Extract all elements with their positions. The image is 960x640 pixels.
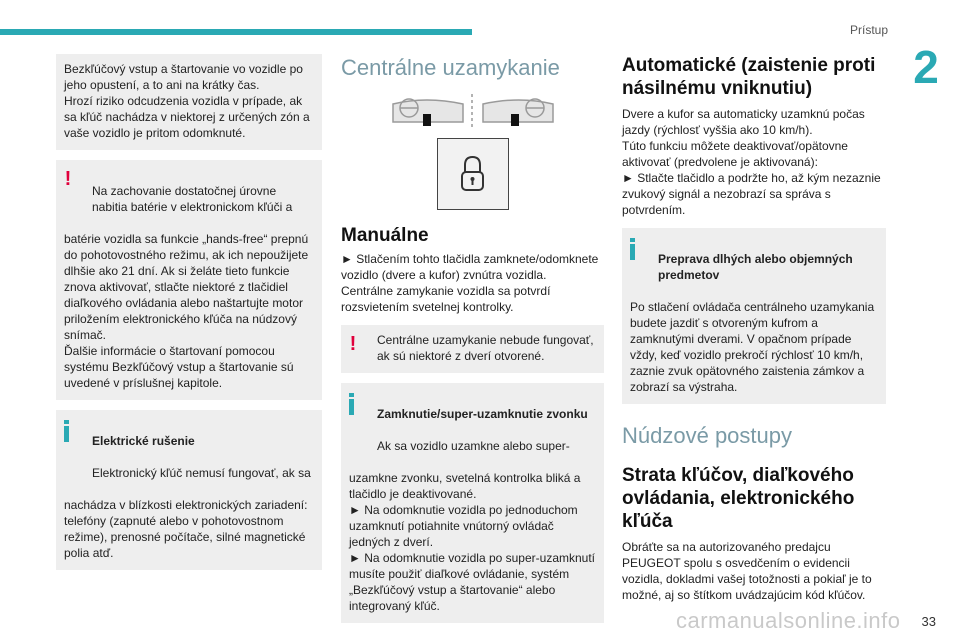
lost-keys-text: Obráťte sa na autorizovaného predajcu PEUGEOT spolu s osvedčením o evidencii vozidla, dokladmi vašej totožnosti a pokiaľ je to možné, aj so štítkom uvádzajúcim kód kľúčov. (622, 540, 872, 602)
info-interference-title: Elektrické rušenie (92, 434, 195, 448)
info-long-objects-text: Po stlačení ovládača centrálneho uzamykania budete jazdiť s otvoreným kufrom a zamknutými dverami. V opačnom prípade vždy, keď vozidlo prekročí rýchlosť 10 km/h, zaznie zvuk opätovného zaistenia zámkov a zobrazí sa výstraha. (630, 300, 875, 394)
padlock-icon (438, 139, 507, 208)
chapter-number: 2 (913, 41, 939, 93)
info-exterior-first-line: Ak sa vozidlo uzamkne alebo super- (377, 439, 570, 453)
info-exterior-text: uzamkne zvonku, svetelná kontrolka bliká a tlačidlo je deaktivované. ► Na odomknutie vozidla po jednoduchom uzamknutí potiahnite vnútorný ovládač jedných z dverí. ► Na odomknutie vozidla po super-uzamknutí musíte použiť diaľkové ovládanie, systém „Bezkľúčový vstup a štartovanie“ alebo integrovaný kľúč. (349, 471, 595, 613)
info-icon (627, 238, 637, 260)
note-box-keyless (56, 54, 322, 150)
heading-central-locking: Centrálne uzamykanie (341, 55, 560, 80)
subheading-lost-keys: Strata kľúčov, diaľkového ovládania, elektronického kľúča (622, 465, 855, 532)
heading-emergency: Núdzové postupy (622, 423, 792, 448)
warning-box-standby (56, 160, 322, 400)
info-interference-text: nachádza v blízkosti elektronických zariadení: telefóny (zapnuté alebo v pohotovostnom režime), prenosné počítače, silné magnetické polia atď. (64, 498, 308, 560)
subheading-manual: Manuálne (341, 225, 429, 246)
warning-standby-text: batérie vozidla sa funkcie „hands-free“ prepnú do pohotovostného režimu, ak ich nepoužijete dlhšie ako 21 dní. Ak si želáte tieto funkcie znova aktivovať, stlačte niektoré z tlačidiel diaľkového ovládania alebo naštartujte motor priložením elektronického kľúča na núdzový snímač. Ďalšie informácie o štartovaní pomocou systému Bezkľúčový vstup a štartovanie sú uvedené v príslušnej kapitole. (64, 232, 309, 390)
info-box-interference (56, 410, 322, 570)
warning-icon: ! (349, 333, 357, 355)
info-interference-first-line: Elektronický kľúč nemusí fungovať, ak sa (92, 466, 311, 480)
automatic-text: Dvere a kufor sa automaticky uzamknú počas jazdy (rýchlosť vyššia ako 10 km/h). Túto funkciu môžete deaktivovať/opätovne aktivovať (predvolene je aktivovaná): ► Stlačte tlačidlo a podržte ho, až kým nezaznie zvukový signál a nezobrazí sa správa s potvrdením. (622, 107, 881, 217)
info-box-long-objects (622, 228, 886, 404)
central-lock-button (437, 138, 509, 210)
dashboard-locations-icon (341, 92, 604, 132)
lock-button-illustration (341, 138, 604, 218)
info-long-objects-title: Preprava dlhých alebo objemných predmetov (658, 252, 853, 282)
info-exterior-title: Zamknutie/super-uzamknutie zvonku (377, 407, 588, 421)
dashboard-illustration (341, 92, 604, 132)
warning-doors-open-text: Centrálne uzamykanie nebude fungovať, ak sú niektoré z dverí otvorené. (377, 333, 594, 363)
watermark: carmanualsonline.info (676, 608, 901, 633)
header-accent-bar (0, 29, 472, 35)
warning-icon: ! (64, 168, 72, 190)
column-left (56, 54, 322, 580)
page-number: 33 (921, 614, 936, 629)
column-right (622, 54, 886, 603)
warning-standby-first-line: Na zachovanie dostatočnej úrovne nabitia batérie v elektronickom kľúči a (92, 184, 293, 214)
heading-automatic: Automatické (zaistenie proti násilnému vniknutiu) (622, 55, 876, 99)
warning-box-doors-open (341, 325, 604, 373)
column-middle (341, 54, 604, 633)
manual-text: ► Stlačením tohto tlačidla zamknete/odomknete vozidlo (dvere a kufor) zvnútra vozidla. Centrálne zamykanie vozidla sa potvrdí rozsvietením svetelnej kontrolky. (341, 252, 599, 314)
info-icon (346, 393, 356, 415)
info-icon (61, 420, 71, 442)
info-box-exterior-locking (341, 383, 604, 623)
section-title: Prístup (849, 23, 888, 37)
note-keyless-text: Bezkľúčový vstup a štartovanie vo vozidle po jeho opustení, a to ani na krátky čas. Hrozí riziko odcudzenia vozidla v prípade, ak sa kľúč nachádza v niektorej z určených zón a vaše vozidlo je pritom odomknuté. (64, 62, 310, 140)
